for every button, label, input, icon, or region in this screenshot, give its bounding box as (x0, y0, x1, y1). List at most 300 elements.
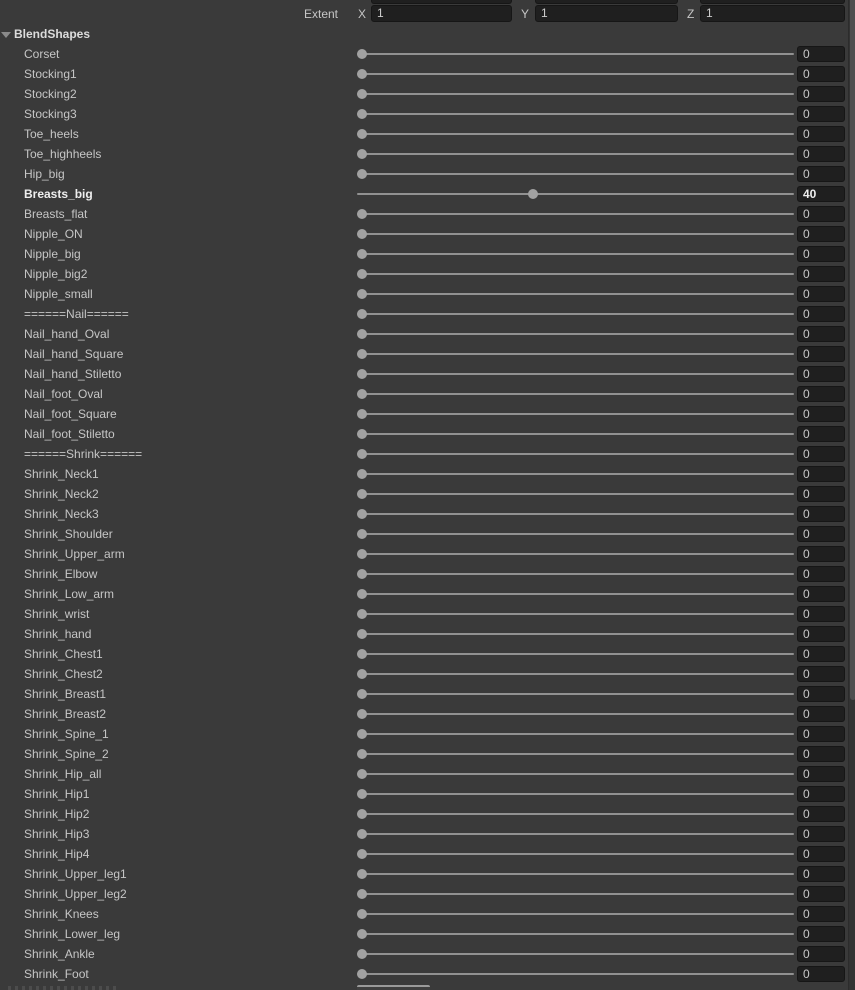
blendshape-row (0, 284, 848, 304)
blendshape-value-field[interactable]: 0 (797, 446, 845, 462)
blendshape-row (0, 944, 848, 964)
scrollbar-thumb[interactable] (850, 0, 855, 700)
blendshape-value-field[interactable]: 0 (797, 866, 845, 882)
blendshape-label: Breasts_flat (24, 207, 88, 221)
blendshape-label: Shrink_Ankle (24, 947, 95, 961)
vertical-scrollbar[interactable] (848, 0, 855, 990)
slider-track (357, 673, 794, 675)
blendshape-label: Nail_hand_Square (24, 347, 124, 361)
slider-track (357, 353, 794, 355)
blendshape-label: Shrink_Foot (24, 967, 89, 981)
blendshape-value-field[interactable]: 0 (797, 626, 845, 642)
blendshape-label: Nipple_ON (24, 227, 83, 241)
blendshape-value-field[interactable]: 0 (797, 886, 845, 902)
blendshape-slider[interactable] (357, 944, 794, 964)
slider-track (357, 873, 794, 875)
blendshape-label: Toe_heels (24, 127, 79, 141)
slider-track (357, 333, 794, 335)
blendshape-row (0, 624, 848, 644)
slider-handle[interactable] (357, 629, 367, 639)
blendshape-label: Shrink_Spine_1 (24, 727, 109, 741)
blendshape-slider[interactable] (357, 704, 794, 724)
blendshape-label: Stocking3 (24, 107, 77, 121)
blendshape-value-field[interactable]: 0 (797, 826, 845, 842)
blendshape-value-field[interactable]: 0 (797, 426, 845, 442)
blendshape-label: Shrink_Breast1 (24, 687, 107, 701)
blendshape-slider[interactable] (357, 464, 794, 484)
slider-track (357, 373, 794, 375)
blendshape-value-field[interactable]: 0 (797, 466, 845, 482)
slider-handle[interactable] (357, 329, 367, 339)
blendshape-value-field[interactable]: 0 (797, 346, 845, 362)
blendshape-value-field[interactable]: 0 (797, 746, 845, 762)
blendshape-value-field[interactable]: 0 (797, 906, 845, 922)
slider-track (357, 753, 794, 755)
blendshape-row (0, 664, 848, 684)
slider-track (357, 413, 794, 415)
blendshape-value-field[interactable]: 0 (797, 46, 845, 62)
blendshape-value-field[interactable]: 0 (797, 766, 845, 782)
axis-y-label: Y (521, 7, 530, 21)
slider-track (357, 433, 794, 435)
slider-handle[interactable] (357, 229, 367, 239)
slider-handle[interactable] (357, 949, 367, 959)
blendshape-slider[interactable] (357, 484, 794, 504)
blendshape-value-field[interactable]: 0 (797, 646, 845, 662)
slider-track (357, 493, 794, 495)
slider-track (357, 713, 794, 715)
blendshape-slider[interactable] (357, 824, 794, 844)
blendshape-label: Shrink_Hip3 (24, 827, 90, 841)
blendshape-slider[interactable] (357, 384, 794, 404)
blendshape-row (0, 964, 848, 984)
blendshape-slider[interactable] (357, 784, 794, 804)
blendshape-slider[interactable] (357, 164, 794, 184)
blendshape-row (0, 764, 848, 784)
blendshape-row (0, 424, 848, 444)
blendshapes-foldout[interactable] (0, 25, 840, 44)
slider-track (357, 113, 794, 115)
slider-track (357, 233, 794, 235)
blendshape-row (0, 844, 848, 864)
slider-handle[interactable] (357, 589, 367, 599)
slider-track (357, 573, 794, 575)
slider-track (357, 473, 794, 475)
slider-handle[interactable] (357, 169, 367, 179)
slider-track (357, 653, 794, 655)
slider-track (357, 973, 794, 975)
slider-track (357, 253, 794, 255)
slider-handle[interactable] (357, 529, 367, 539)
blendshape-label: Shrink_Shoulder (24, 527, 113, 541)
slider-handle[interactable] (357, 89, 367, 99)
slider-handle[interactable] (357, 489, 367, 499)
clipped-next-row (0, 984, 848, 990)
slider-track (357, 833, 794, 835)
blendshape-row (0, 504, 848, 524)
slider-track (357, 293, 794, 295)
blendshape-slider[interactable] (357, 804, 794, 824)
blendshape-value-field[interactable]: 0 (797, 546, 845, 562)
slider-handle[interactable] (357, 789, 367, 799)
slider-track (357, 533, 794, 535)
blendshape-label: Shrink_hand (24, 627, 92, 641)
blendshape-value-field[interactable]: 0 (797, 266, 845, 282)
slider-track (357, 73, 794, 75)
blendshape-slider[interactable] (357, 624, 794, 644)
slider-track (357, 193, 794, 195)
blendshape-label: Shrink_Chest2 (24, 667, 103, 681)
blendshape-row (0, 104, 848, 124)
slider-track (357, 213, 794, 215)
slider-handle[interactable] (357, 829, 367, 839)
blendshape-label: Toe_highheels (24, 147, 102, 161)
slider-handle[interactable] (357, 729, 367, 739)
blendshape-value-field[interactable]: 0 (797, 526, 845, 542)
blendshape-label: Stocking2 (24, 87, 77, 101)
blendshape-row (0, 824, 848, 844)
blendshape-value-field[interactable]: 0 (797, 246, 845, 262)
blendshape-slider[interactable] (357, 124, 794, 144)
blendshape-slider[interactable] (357, 284, 794, 304)
blendshape-slider[interactable] (357, 104, 794, 124)
blendshape-value-field[interactable]: 0 (797, 226, 845, 242)
blendshape-row (0, 264, 848, 284)
blendshape-label: Shrink_Upper_leg1 (24, 867, 127, 881)
blendshape-row (0, 784, 848, 804)
slider-handle[interactable] (357, 709, 367, 719)
blendshape-row (0, 924, 848, 944)
blendshape-slider[interactable] (357, 864, 794, 884)
blendshape-label: Shrink_Neck2 (24, 487, 99, 501)
blendshape-slider[interactable] (357, 424, 794, 444)
blendshape-slider[interactable] (357, 244, 794, 264)
blendshape-slider[interactable] (357, 764, 794, 784)
blendshape-label: Nipple_big (24, 247, 81, 261)
blendshape-row (0, 724, 848, 744)
blendshape-value-field[interactable]: 40 (797, 186, 845, 202)
blendshape-row (0, 684, 848, 704)
blendshape-label: Shrink_Lower_leg (24, 927, 121, 941)
blendshape-label: Shrink_Spine_2 (24, 747, 109, 761)
blendshape-label: Shrink_Hip1 (24, 787, 90, 801)
clipped-field-top-x (371, 0, 512, 4)
blendshape-slider[interactable] (357, 504, 794, 524)
blendshape-value-field[interactable]: 0 (797, 566, 845, 582)
blendshape-slider[interactable] (357, 304, 794, 324)
blendshape-value-field[interactable]: 0 (797, 666, 845, 682)
blendshape-label: Shrink_Low_arm (24, 587, 115, 601)
blendshape-label: Corset (24, 47, 60, 61)
blendshape-label: Shrink_Knees (24, 907, 99, 921)
blendshape-slider[interactable] (357, 924, 794, 944)
blendshape-slider[interactable] (357, 204, 794, 224)
blendshape-label: Shrink_Hip_all (24, 767, 102, 781)
foldout-open-icon[interactable] (1, 32, 11, 38)
blendshape-slider[interactable] (357, 904, 794, 924)
blendshape-value-field[interactable]: 0 (797, 726, 845, 742)
blendshape-label: Nail_hand_Oval (24, 327, 110, 341)
blendshape-row (0, 524, 848, 544)
blendshape-value-field[interactable]: 0 (797, 686, 845, 702)
blendshape-value-field[interactable]: 0 (797, 706, 845, 722)
blendshape-label: ======Shrink====== (24, 447, 143, 461)
blendshape-value-field[interactable]: 0 (797, 366, 845, 382)
slider-track (357, 133, 794, 135)
blendshape-slider[interactable] (357, 844, 794, 864)
blendshape-row (0, 864, 848, 884)
slider-track (357, 773, 794, 775)
slider-handle[interactable] (357, 549, 367, 559)
slider-track (357, 913, 794, 915)
slider-handle[interactable] (357, 449, 367, 459)
blendshape-row (0, 164, 848, 184)
blendshape-row (0, 484, 848, 504)
slider-handle[interactable] (357, 769, 367, 779)
blendshape-value-field[interactable]: 0 (797, 786, 845, 802)
slider-handle[interactable] (357, 969, 367, 979)
blendshape-value-field[interactable]: 0 (797, 806, 845, 822)
blendshape-label: Shrink_Neck3 (24, 507, 99, 521)
slider-track (357, 693, 794, 695)
blendshape-row (0, 344, 848, 364)
slider-handle[interactable] (357, 609, 367, 619)
blendshape-label: Shrink_Upper_arm (24, 547, 125, 561)
blendshape-row (0, 124, 848, 144)
slider-handle[interactable] (357, 869, 367, 879)
slider-track (357, 613, 794, 615)
blendshape-row (0, 144, 848, 164)
slider-handle[interactable] (357, 809, 367, 819)
blendshape-label: Shrink_Neck1 (24, 467, 99, 481)
blendshape-value-field[interactable]: 0 (797, 946, 845, 962)
slider-handle[interactable] (357, 749, 367, 759)
blendshape-row (0, 544, 848, 564)
blendshape-value-field[interactable]: 0 (797, 326, 845, 342)
blendshape-slider[interactable] (357, 884, 794, 904)
blendshape-value-field[interactable]: 0 (797, 166, 845, 182)
slider-handle[interactable] (357, 909, 367, 919)
slider-track (357, 813, 794, 815)
blendshape-slider[interactable] (357, 964, 794, 984)
slider-handle[interactable] (357, 389, 367, 399)
slider-track (357, 93, 794, 95)
blendshape-row (0, 224, 848, 244)
slider-track (357, 53, 794, 55)
blendshape-label: Hip_big (24, 167, 65, 181)
blendshape-row (0, 644, 848, 664)
blendshape-value-field[interactable]: 0 (797, 966, 845, 982)
extent-x-input[interactable]: 1 (371, 5, 512, 22)
slider-handle[interactable] (357, 269, 367, 279)
blendshape-value-field[interactable]: 0 (797, 306, 845, 322)
clipped-field-top-z (700, 0, 845, 4)
blendshape-row (0, 244, 848, 264)
blendshape-value-field[interactable]: 0 (797, 846, 845, 862)
blendshape-slider[interactable] (357, 44, 794, 64)
slider-handle[interactable] (357, 109, 367, 119)
blendshape-value-field[interactable]: 0 (797, 606, 845, 622)
slider-handle[interactable] (357, 669, 367, 679)
slider-handle[interactable] (357, 209, 367, 219)
slider-handle[interactable] (357, 49, 367, 59)
blendshape-slider[interactable] (357, 744, 794, 764)
slider-handle[interactable] (357, 509, 367, 519)
clipped-field-top-y (535, 0, 678, 4)
slider-handle[interactable] (357, 69, 367, 79)
blendshape-row (0, 804, 848, 824)
blendshapes-header-label: BlendShapes (14, 27, 91, 41)
blendshape-slider[interactable] (357, 544, 794, 564)
blendshape-label: Nail_foot_Square (24, 407, 117, 421)
blendshape-row (0, 304, 848, 324)
slider-handle[interactable] (357, 409, 367, 419)
blendshape-label: Shrink_wrist (24, 607, 90, 621)
blendshape-row (0, 324, 848, 344)
blendshape-value-field[interactable]: 0 (797, 86, 845, 102)
blendshape-label: Shrink_Elbow (24, 567, 98, 581)
slider-track (357, 273, 794, 275)
slider-handle[interactable] (357, 289, 367, 299)
blendshape-row (0, 744, 848, 764)
blendshape-row (0, 44, 848, 64)
blendshape-slider[interactable] (357, 644, 794, 664)
blendshape-label: Nail_foot_Stiletto (24, 427, 115, 441)
blendshape-slider[interactable] (357, 324, 794, 344)
slider-handle[interactable] (357, 129, 367, 139)
slider-handle[interactable] (357, 569, 367, 579)
extent-z-input[interactable]: 1 (700, 5, 845, 22)
blendshape-row (0, 64, 848, 84)
slider-track (357, 513, 794, 515)
blendshape-value-field[interactable]: 0 (797, 386, 845, 402)
blendshape-row (0, 884, 848, 904)
blendshape-slider[interactable] (357, 404, 794, 424)
blendshape-slider[interactable] (357, 84, 794, 104)
blendshape-label: Nail_foot_Oval (24, 387, 103, 401)
blendshape-slider[interactable] (357, 664, 794, 684)
axis-x-label: X (358, 7, 367, 21)
slider-handle[interactable] (357, 889, 367, 899)
slider-handle[interactable] (357, 849, 367, 859)
blendshape-slider[interactable] (357, 724, 794, 744)
slider-handle[interactable] (357, 149, 367, 159)
slider-handle[interactable] (357, 689, 367, 699)
blendshape-value-field[interactable]: 0 (797, 586, 845, 602)
blendshape-slider[interactable] (357, 584, 794, 604)
blendshape-slider[interactable] (357, 264, 794, 284)
slider-track (357, 853, 794, 855)
blendshape-label: Shrink_Hip4 (24, 847, 90, 861)
blendshape-label: ======Nail====== (24, 307, 129, 321)
slider-handle[interactable] (357, 649, 367, 659)
blendshape-slider[interactable] (357, 184, 794, 204)
blendshape-label: Shrink_Chest1 (24, 647, 103, 661)
blendshape-slider[interactable] (357, 364, 794, 384)
blendshape-row (0, 204, 848, 224)
blendshape-value-field[interactable]: 0 (797, 66, 845, 82)
blendshape-label: Breasts_big (24, 187, 93, 201)
blendshape-row (0, 704, 848, 724)
axis-z-label: Z (687, 7, 695, 21)
blendshape-slider[interactable] (357, 144, 794, 164)
blendshape-row (0, 904, 848, 924)
blendshape-value-field[interactable]: 0 (797, 926, 845, 942)
blendshape-row (0, 364, 848, 384)
clipped-field-fragment (357, 985, 430, 990)
slider-track (357, 893, 794, 895)
blendshape-slider[interactable] (357, 684, 794, 704)
blendshape-row (0, 384, 848, 404)
slider-track (357, 173, 794, 175)
blendshape-row (0, 184, 848, 204)
blendshape-label: Shrink_Hip2 (24, 807, 90, 821)
blendshape-value-field[interactable]: 0 (797, 406, 845, 422)
blendshape-label: Nipple_big2 (24, 267, 88, 281)
extent-label: Extent (304, 7, 339, 21)
slider-handle[interactable] (357, 369, 367, 379)
slider-track (357, 633, 794, 635)
blendshape-value-field[interactable]: 0 (797, 206, 845, 222)
blendshape-row (0, 604, 848, 624)
slider-handle[interactable] (357, 249, 367, 259)
blendshape-value-field[interactable]: 0 (797, 146, 845, 162)
slider-handle[interactable] (357, 429, 367, 439)
blendshape-row (0, 444, 848, 464)
blendshape-label: Shrink_Breast2 (24, 707, 107, 721)
blendshape-slider[interactable] (357, 524, 794, 544)
slider-track (357, 553, 794, 555)
blendshape-slider[interactable] (357, 604, 794, 624)
blendshape-row (0, 464, 848, 484)
blendshape-label: Shrink_Upper_leg2 (24, 887, 127, 901)
blendshape-slider[interactable] (357, 444, 794, 464)
slider-handle[interactable] (357, 929, 367, 939)
slider-track (357, 153, 794, 155)
blendshape-slider[interactable] (357, 344, 794, 364)
slider-track (357, 793, 794, 795)
slider-track (357, 953, 794, 955)
slider-track (357, 593, 794, 595)
clipped-label-fragment (8, 986, 118, 990)
slider-track (357, 453, 794, 455)
slider-handle[interactable] (357, 349, 367, 359)
blendshape-row (0, 84, 848, 104)
blendshape-value-field[interactable]: 0 (797, 486, 845, 502)
extent-y-input[interactable]: 1 (535, 5, 678, 22)
slider-handle[interactable] (528, 189, 538, 199)
blendshape-label: Nipple_small (24, 287, 93, 301)
blendshape-value-field[interactable]: 0 (797, 286, 845, 302)
blendshape-slider[interactable] (357, 564, 794, 584)
blendshape-slider[interactable] (357, 224, 794, 244)
slider-track (357, 933, 794, 935)
slider-track (357, 733, 794, 735)
blendshape-value-field[interactable]: 0 (797, 106, 845, 122)
blendshape-slider[interactable] (357, 64, 794, 84)
blendshape-label: Stocking1 (24, 67, 77, 81)
blendshape-label: Nail_hand_Stiletto (24, 367, 122, 381)
slider-track (357, 393, 794, 395)
slider-handle[interactable] (357, 469, 367, 479)
extent-row (0, 5, 855, 24)
slider-handle[interactable] (357, 309, 367, 319)
slider-track (357, 313, 794, 315)
blendshape-row (0, 404, 848, 424)
blendshape-value-field[interactable]: 0 (797, 506, 845, 522)
blendshape-value-field[interactable]: 0 (797, 126, 845, 142)
blendshape-row (0, 564, 848, 584)
